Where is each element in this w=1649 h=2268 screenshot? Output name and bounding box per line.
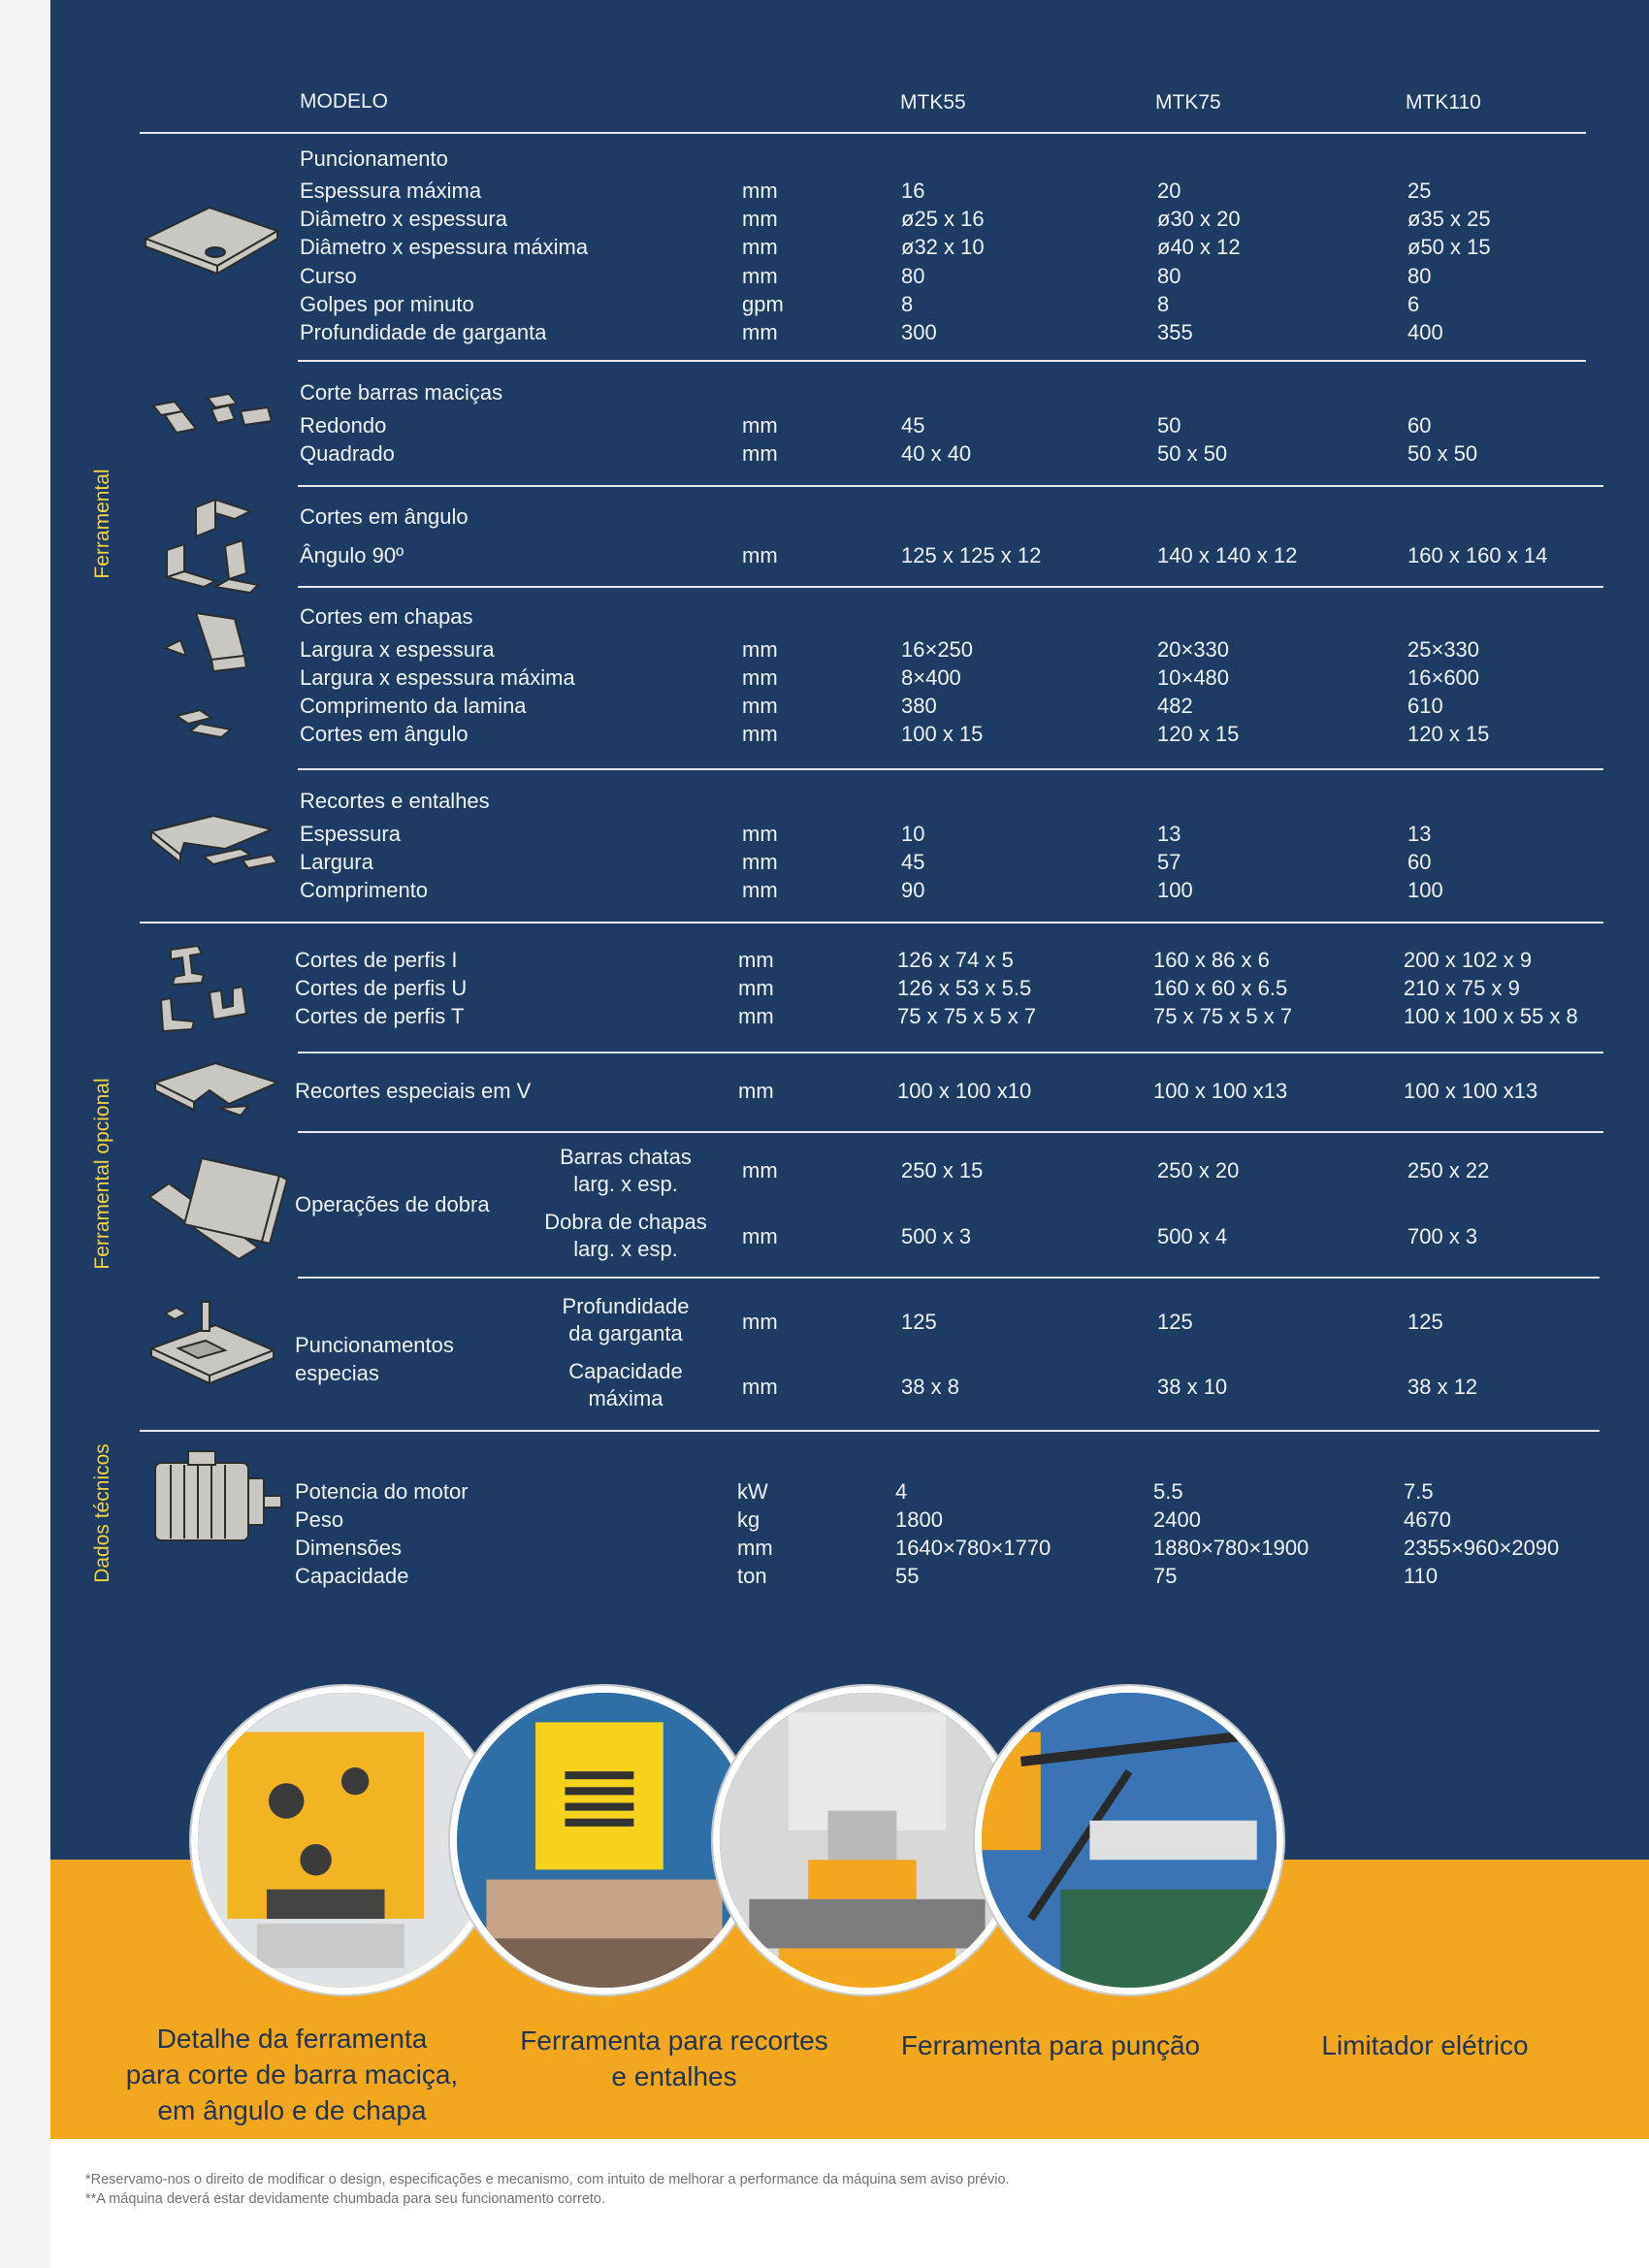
row-value-mtk75: 80 [1157,264,1181,288]
side-label-ferramental: Ferramental [91,469,113,579]
row-label: Ângulo 90º [300,543,404,567]
row-value-mtk75: 50 [1157,413,1181,437]
photo-caption-1: Detalhe da ferramenta para corte de barra maciça, em ângulo e de chapa [125,2024,459,2125]
row-value-mtk110: 60 [1407,413,1432,437]
row-value-mtk110: 200 x 102 x 9 [1404,948,1533,972]
row-unit: mm [738,976,774,1000]
row-label: Capacidade máxima [568,1359,683,1410]
photo-caption-4: Limitador elétrico [1321,2030,1529,2060]
solid-bar-cut-icon [147,392,332,445]
row-value-mtk55: 8 [901,292,914,316]
row-unit: mm [737,1536,773,1560]
section-title: Corte barras maciças [300,380,503,405]
header-model-mtk55: MTK55 [900,91,966,113]
photo-caption-2: Ferramenta para recortes e entalhes [520,2025,828,2091]
row-unit: ton [737,1564,767,1588]
row-value-mtk75: 140 x 140 x 12 [1157,543,1298,567]
row-unit: mm [742,1310,778,1334]
section-title: Puncionamento [300,146,448,171]
footnote-2: **A máquina deverá estar devidamente chumbada para seu funcionamento correto. [85,2191,606,2207]
bending-icon [144,1154,328,1266]
row-unit: mm [742,178,778,203]
section-title: Puncionamentos especias [295,1333,454,1385]
row-unit: mm [742,850,778,874]
row-value-mtk75: 100 [1157,878,1193,902]
row-value-mtk110: 125 [1407,1310,1443,1334]
row-value-mtk75: 2400 [1153,1507,1201,1532]
row-value-mtk110: 700 x 3 [1407,1224,1478,1248]
row-unit: kW [737,1479,768,1504]
row-label: Cortes em ângulo [300,722,469,746]
row-value-mtk110: 7.5 [1404,1479,1434,1504]
row-value-mtk55: 45 [901,413,925,437]
row-value-mtk110: 160 x 160 x 14 [1407,543,1548,567]
row-value-mtk55: ø25 x 16 [901,207,985,231]
row-value-mtk75: 13 [1157,822,1181,846]
row-label: Largura x espessura máxima [300,665,575,690]
header-model-mtk110: MTK110 [1406,91,1481,113]
row-label: Espessura máxima [300,178,482,203]
row-unit: mm [742,1158,778,1183]
row-label: Barras chatas larg. x esp. [560,1145,692,1196]
row-value-mtk55: ø32 x 10 [901,235,985,259]
row-value-mtk55: 100 x 100 x10 [897,1079,1032,1103]
row-value-mtk75: 160 x 60 x 6.5 [1153,976,1288,1000]
row-value-mtk55: 125 x 125 x 12 [901,543,1042,567]
row-value-mtk55: 1640×780×1770 [895,1536,1051,1560]
row-label: Diâmetro x espessura [300,207,507,231]
row-value-mtk75: 57 [1157,850,1181,874]
row-value-mtk55: 10 [901,822,925,846]
section-divider-2 [298,485,1603,487]
row-value-mtk110: 16×600 [1407,665,1480,690]
row-label: Comprimento da lamina [300,694,527,718]
row-unit: mm [742,441,778,466]
row-value-mtk75: 1880×780×1900 [1153,1536,1310,1560]
row-label: Diâmetro x espessura máxima [300,235,589,259]
angle-cut-icon [157,490,332,601]
section-divider-9 [140,1430,1600,1432]
row-value-mtk55: 38 x 8 [901,1375,959,1399]
footer [50,2139,1649,2268]
row-label: Redondo [300,413,387,437]
row-value-mtk75: 20 [1157,178,1181,203]
row-unit: mm [738,1079,774,1103]
row-unit: mm [742,413,778,437]
row-value-mtk75: 10×480 [1157,665,1230,690]
row-value-mtk110: 210 x 75 x 9 [1404,976,1520,1000]
section-divider-5 [140,922,1603,923]
row-unit: mm [742,1375,778,1399]
footnote-1: *Reservamo-nos o direito de modificar o design, especificações e mecanismo, com intuito de melhorar a performance da máquina sem aviso prévio. [85,2172,1010,2187]
row-label: Largura [300,850,373,874]
row-value-mtk55: 125 [901,1310,937,1334]
row-label: Espessura [300,822,401,846]
row-unit: mm [742,637,778,662]
row-value-mtk75: 75 [1153,1564,1178,1588]
row-value-mtk55: 500 x 3 [901,1224,972,1248]
row-value-mtk110: 4670 [1404,1507,1451,1532]
row-value-mtk75: 5.5 [1153,1479,1183,1504]
row-unit: mm [742,1224,778,1248]
row-value-mtk110: ø35 x 25 [1407,207,1491,231]
row-unit: mm [738,948,774,972]
profile-cut-icon [151,946,326,1038]
row-unit: mm [742,822,778,846]
row-unit: mm [742,543,778,567]
row-unit: mm [738,1004,774,1028]
row-label: Curso [300,264,357,288]
sheet-cut-icon [157,601,332,757]
row-value-mtk55: 80 [901,264,925,288]
header-model-mtk75: MTK75 [1155,91,1221,113]
row-value-mtk110: 80 [1407,264,1432,288]
row-value-mtk55: 100 x 15 [901,722,984,746]
row-value-mtk110: 250 x 22 [1407,1158,1490,1183]
section-divider-8 [298,1277,1600,1279]
row-label: Profundidade de garganta [300,320,547,344]
row-value-mtk75: 75 x 75 x 5 x 7 [1153,1004,1293,1028]
section-divider-1 [298,360,1586,362]
section-divider-4 [298,768,1603,770]
special-punching-icon [147,1300,322,1402]
row-label: Quadrado [300,441,395,466]
row-value-mtk55: 16×250 [901,637,974,662]
row-value-mtk55: 90 [901,878,925,902]
row-label: Cortes de perfis U [295,976,468,1000]
section-title: Cortes em chapas [300,604,473,629]
row-unit: mm [742,694,778,718]
row-value-mtk75: 20×330 [1157,637,1230,662]
row-value-mtk110: 13 [1407,822,1432,846]
row-value-mtk75: 120 x 15 [1157,722,1240,746]
row-value-mtk55: 126 x 53 x 5.5 [897,976,1032,1000]
header-rule [140,132,1586,134]
row-value-mtk75: 100 x 100 x13 [1153,1079,1288,1103]
row-value-mtk110: 2355×960×2090 [1404,1536,1560,1560]
row-value-mtk110: 100 [1407,878,1443,902]
row-value-mtk75: 160 x 86 x 6 [1153,948,1270,972]
row-label: Comprimento [300,878,429,902]
row-value-mtk110: 38 x 12 [1407,1375,1478,1399]
row-value-mtk110: 120 x 15 [1407,722,1490,746]
row-value-mtk55: 45 [901,850,925,874]
row-label: Golpes por minuto [300,292,474,316]
row-value-mtk110: 60 [1407,850,1432,874]
row-value-mtk110: 6 [1407,292,1420,316]
row-unit: gpm [742,292,784,316]
row-unit: mm [742,878,778,902]
header-modelo: MODELO [300,90,389,113]
motor-icon [149,1445,324,1557]
row-value-mtk110: ø50 x 15 [1407,235,1491,259]
row-label: Largura x espessura [300,637,495,662]
row-value-mtk75: 500 x 4 [1157,1224,1228,1248]
section-divider-6 [298,1052,1603,1053]
row-unit: mm [742,207,778,231]
notching-icon [146,810,330,892]
spec-sheet [50,0,1649,2139]
row-value-mtk110: 50 x 50 [1407,441,1478,466]
row-unit: mm [742,235,778,259]
row-value-mtk55: 4 [895,1479,908,1504]
row-value-mtk75: 125 [1157,1310,1193,1334]
row-unit: mm [742,264,778,288]
row-value-mtk110: 610 [1407,694,1443,718]
row-value-mtk110: 110 [1404,1564,1439,1588]
row-value-mtk75: 250 x 20 [1157,1158,1240,1183]
row-value-mtk75: ø40 x 12 [1157,235,1241,259]
row-label: Peso [295,1507,344,1532]
row-value-mtk110: 100 x 100 x13 [1404,1079,1538,1103]
row-value-mtk110: 25 [1407,178,1432,203]
punched-plate-icon [144,204,279,280]
row-value-mtk55: 75 x 75 x 5 x 7 [897,1004,1037,1028]
product-photo-4 [975,1686,1283,1994]
row-value-mtk110: 25×330 [1407,637,1480,662]
row-value-mtk55: 380 [901,694,937,718]
row-unit: kg [737,1507,760,1532]
row-value-mtk55: 1800 [895,1507,943,1532]
side-label-dados: Dados técnicos [91,1443,113,1583]
row-value-mtk55: 8×400 [901,665,961,690]
section-title: Recortes e entalhes [300,789,490,813]
row-value-mtk75: 50 x 50 [1157,441,1228,466]
row-label: Cortes de perfis I [295,948,458,972]
row-label: Dobra de chapas larg. x esp. [544,1210,707,1261]
row-label: Potencia do motor [295,1479,469,1504]
section-title: Operações de dobra [295,1192,490,1216]
section-title: Cortes em ângulo [300,504,469,529]
section-divider-7 [298,1131,1603,1133]
row-value-mtk55: 55 [895,1564,920,1588]
row-unit: mm [742,722,778,746]
row-unit: mm [742,665,778,690]
photo-caption-3: Ferramenta para punção [900,2030,1201,2060]
row-unit: mm [742,320,778,344]
row-value-mtk55: 16 [901,178,925,203]
row-value-mtk55: 250 x 15 [901,1158,984,1183]
v-notch-icon [151,1057,326,1130]
side-label-opcional: Ferramental opcional [91,1078,113,1270]
row-value-mtk75: 8 [1157,292,1170,316]
row-value-mtk75: 38 x 10 [1157,1375,1228,1399]
row-value-mtk110: 100 x 100 x 55 x 8 [1404,1004,1578,1028]
row-value-mtk55: 126 x 74 x 5 [897,948,1014,972]
row-label: Capacidade [295,1564,409,1588]
row-value-mtk110: 400 [1407,320,1443,344]
row-label: Cortes de perfis T [295,1004,465,1028]
row-value-mtk75: ø30 x 20 [1157,207,1241,231]
row-value-mtk75: 355 [1157,320,1193,344]
row-value-mtk55: 300 [901,320,937,344]
row-label: Recortes especiais em V [295,1079,532,1103]
row-label: Dimensões [295,1536,403,1560]
row-label: Profundidade da garganta [562,1294,690,1345]
row-value-mtk55: 40 x 40 [901,441,972,466]
row-value-mtk75: 482 [1157,694,1193,718]
section-divider-3 [298,586,1603,588]
